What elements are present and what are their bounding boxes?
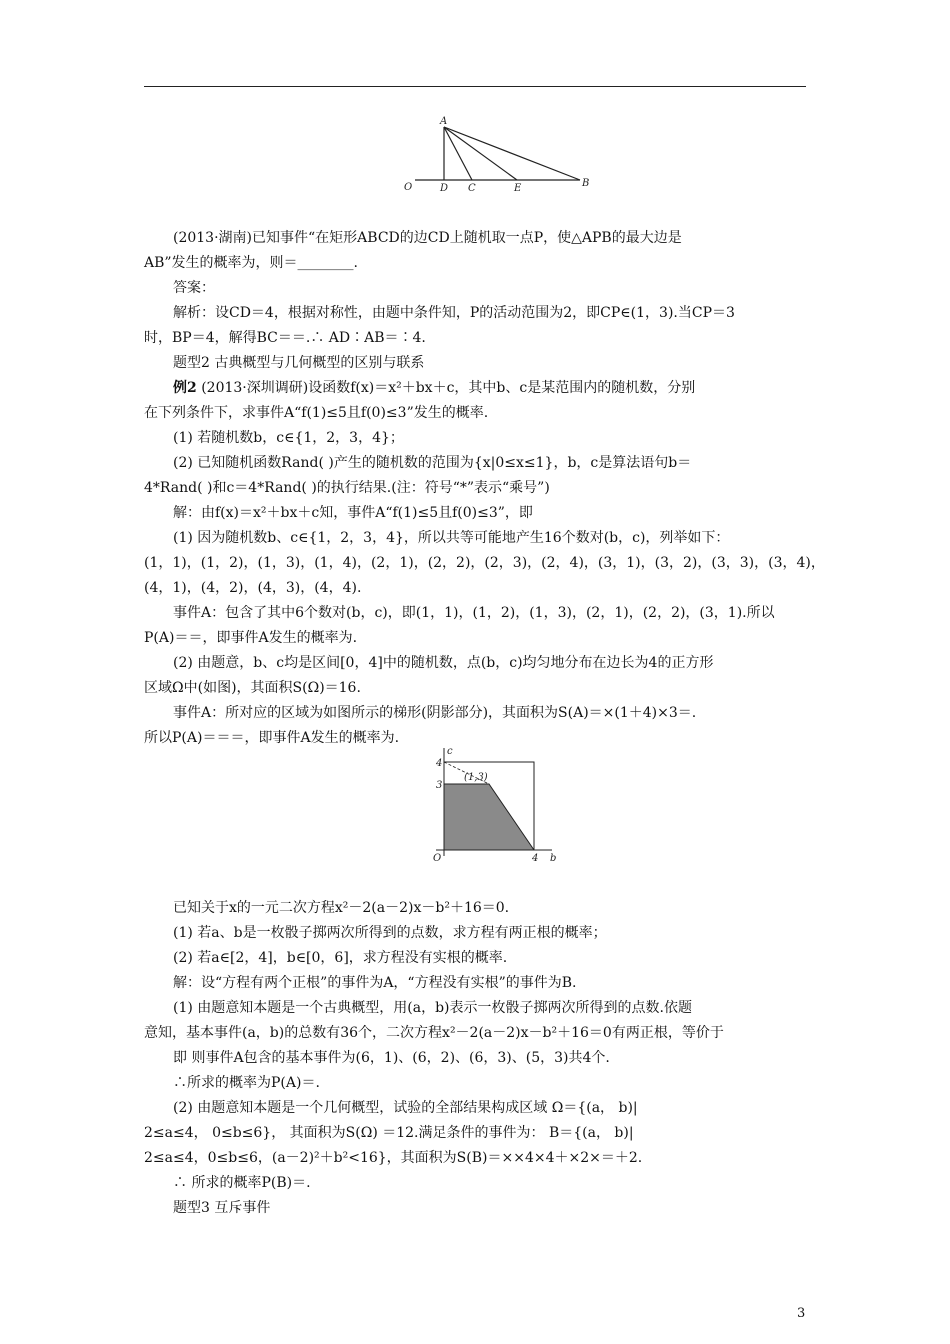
header-rule <box>144 86 806 87</box>
text-line: (2) 由题意，b、c均是区间[0，4]中的随机数，点(b，c)均匀地分布在边长为4的正方形 <box>173 655 714 671</box>
text-line: (1，1)，(1，2)，(1，3)，(1，4)，(2，1)，(2，2)，(2，3)，(2，4)，(3，1)，(3，2)，(3，3)，(3，4)， <box>144 555 825 571</box>
text-line: 区域Ω中(如图)，其面积S(Ω)＝16. <box>144 680 361 696</box>
text-line: (1) 若a、b是一枚骰子掷两次所得到的点数，求方程有两正根的概率； <box>173 925 607 941</box>
text-line: 时，BP＝4，解得BC＝＝.∴ AD∶AB＝∶4. <box>144 330 426 346</box>
tick-label-x4: 4 <box>532 853 539 864</box>
text-line: ∴ 所求的概率P(B)＝. <box>173 1175 311 1191</box>
axis-label-c: c <box>447 746 453 757</box>
example-line <box>173 378 695 398</box>
text-line: (2) 由题意知本题是一个几何概型，试验的全部结果构成区域 Ω＝{(a， b)| <box>173 1100 638 1116</box>
text-line: 解：设“方程有两个正根”的事件为A，“方程没有实根”的事件为B. <box>173 975 577 991</box>
text-line: (2) 若a∈[2，4]，b∈[0，6]，求方程没有实根的概率. <box>173 950 508 966</box>
text-line: 即 则事件A包含的基本事件为(6，1)、(6，2)、(6，3)、(5，3)共4个. <box>173 1050 610 1066</box>
text-line: 解析：设CD＝4，根据对称性，由题中条件知，P的活动范围为2，即CP∈(1，3).当CP＝3 <box>173 305 735 321</box>
text-line: AB”发生的概率为，则＝________. <box>144 255 359 271</box>
page-number: 3 <box>797 1306 806 1321</box>
region-figure <box>412 744 562 864</box>
tick-label-y4: 4 <box>436 758 443 769</box>
text-line: (1) 由题意知本题是一个古典概型，用(a，b)表示一枚骰子掷两次所得到的点数.依题 <box>173 1000 692 1016</box>
text-line: ∴所求的概率为P(A)＝. <box>173 1075 320 1091</box>
point-label: (1,3) <box>464 772 488 783</box>
tick-label-y3: 3 <box>436 780 443 791</box>
example-label: 例2 <box>173 380 197 396</box>
text-line: P(A)＝＝，即事件A发生的概率为. <box>144 630 358 646</box>
origin-label: O <box>433 853 442 864</box>
text-line: (1) 因为随机数b、c∈{1，2，3，4}，所以共等可能地产生16个数对(b，c)，列举如下： <box>173 530 730 546</box>
text-line: (2013·深圳调研)设函数f(x)＝x²＋bx＋c，其中b、c是某范围内的随机数，分别 <box>201 380 696 396</box>
text-line: 事件A：所对应的区域为如图所示的梯形(阴影部分)，其面积为S(A)＝×(1＋4)×3＝. <box>173 705 697 721</box>
label-A: A <box>440 116 448 127</box>
text-line: 在下列条件下，求事件A“f(1)≤5且f(0)≤3”发生的概率. <box>144 405 489 421</box>
label-O: O <box>404 182 413 193</box>
text-line: 事件A：包含了其中6个数对(b，c)，即(1，1)，(1，2)，(1，3)，(2，1)，(2，2)，(3，1).所以 <box>173 605 775 621</box>
text-line: (1) 若随机数b，c∈{1，2，3，4}； <box>173 430 404 446</box>
triangle-figure <box>400 112 590 194</box>
label-D: D <box>440 183 449 194</box>
label-E: E <box>514 183 522 194</box>
axis-label-b: b <box>550 853 557 864</box>
text-line: (4，1)，(4，2)，(4，3)，(4，4). <box>144 580 362 596</box>
text-line: 答案： <box>173 280 215 296</box>
text-line: 意知，基本事件(a，b)的总数有36个，二次方程x²－2(a－2)x－b²＋16＝0有两正根，等价于 <box>144 1025 724 1041</box>
text-line: 4*Rand( )和c＝4*Rand( )的执行结果.(注：符号“*”表示“乘号”) <box>144 480 550 496</box>
text-line: 2≤a≤4， 0≤b≤6}， 其面积为S(Ω) ＝12.满足条件的事件为： B＝{(a， b)| <box>144 1125 634 1141</box>
text-line: 2≤a≤4，0≤b≤6，(a－2)²＋b²<16}，其面积为S(B)＝××4×4＋×2×＝＋2. <box>144 1150 643 1166</box>
text-line: 所以P(A)＝＝＝，即事件A发生的概率为. <box>144 730 400 746</box>
label-C: C <box>468 183 476 194</box>
label-B: B <box>582 178 590 189</box>
section-heading: 题型2 古典概型与几何概型的区别与联系 <box>173 355 425 371</box>
section-heading: 题型3 互斥事件 <box>173 1200 271 1216</box>
text-line: 解：由f(x)＝x²＋bx＋c知，事件A“f(1)≤5且f(0)≤3”，即 <box>173 505 533 521</box>
text-line: 已知关于x的一元二次方程x²－2(a－2)x－b²＋16＝0. <box>173 900 510 916</box>
text-line: (2013·湖南)已知事件“在矩形ABCD的边CD上随机取一点P，使△APB的最大边是 <box>173 230 682 246</box>
text-line: (2) 已知随机函数Rand( )产生的随机数的范围为{x|0≤x≤1}，b，c是算法语句b＝ <box>173 455 692 471</box>
